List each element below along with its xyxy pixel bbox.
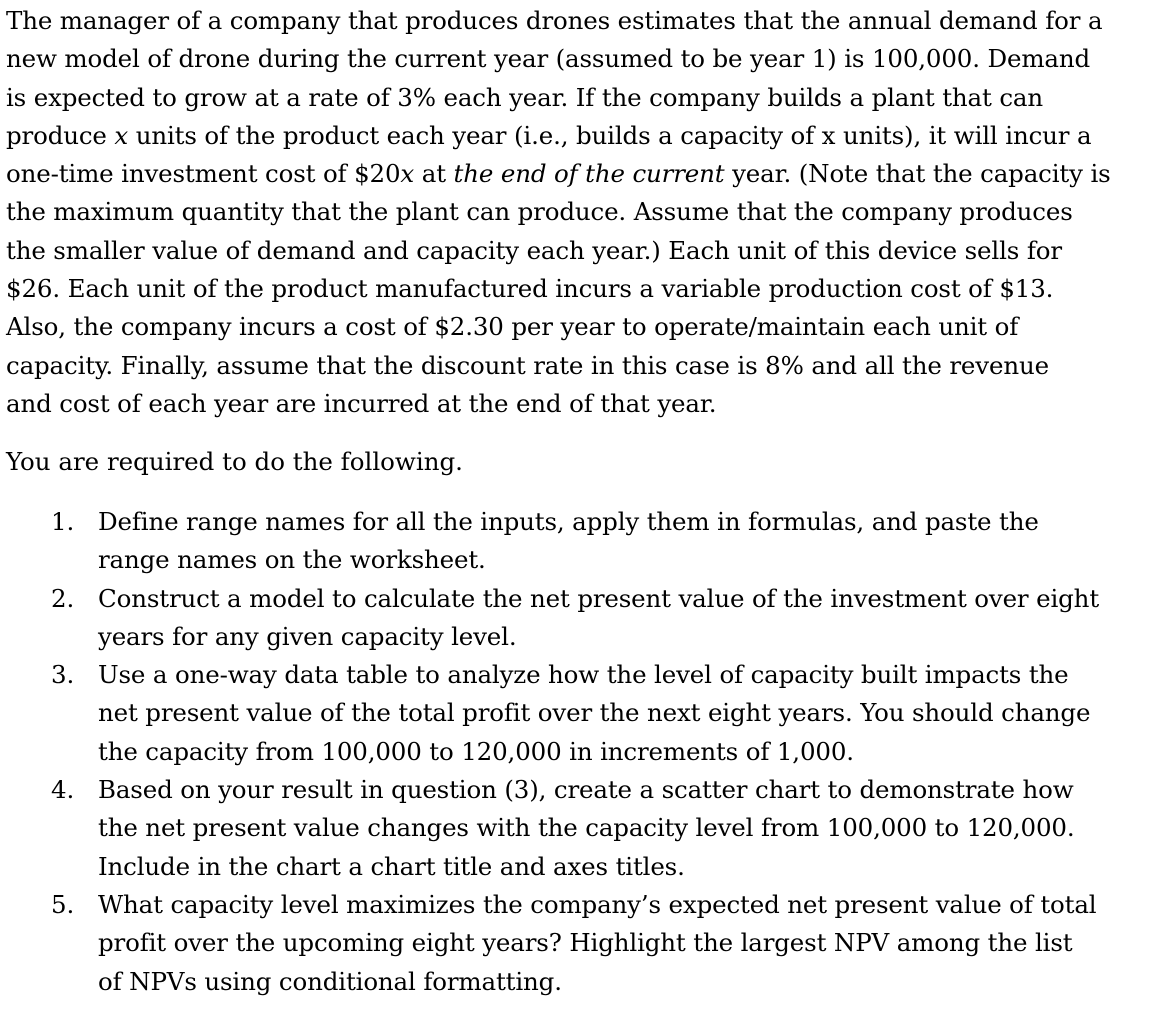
task-line: Construct a model to calculate the net present value of the investment over eight (98, 583, 1100, 613)
text-run: at (414, 159, 454, 189)
task-item-4 (0, 771, 1172, 886)
text-run: year. (Note that the capacity is (724, 159, 1111, 189)
task-line: range names on the worksheet. (98, 545, 486, 575)
task-item-2 (0, 580, 1172, 657)
intro-line: capacity. Finally, assume that the discount rate in this case is 8% and all the revenue (6, 350, 1049, 380)
intro-line: the smaller value of demand and capacity each year.) Each unit of this device sells for (6, 235, 1062, 265)
task-line: What capacity level maximizes the company’s expected net present value of total (98, 889, 1097, 919)
intro-line: $26. Each unit of the product manufactured incurs a variable production cost of $13. (6, 274, 1054, 304)
task-line: the net present value changes with the capacity level from 100,000 to 120,000. (98, 813, 1075, 843)
intro-line (6, 155, 1166, 193)
task-line: Based on your result in question (3), create a scatter chart to demonstrate how (98, 775, 1074, 805)
task-line: Use a one-way data table to analyze how the level of capacity built impacts the (98, 660, 1069, 690)
intro-line: Also, the company incurs a cost of $2.30 per year to operate/maintain each unit of (6, 312, 1019, 342)
intro-line: and cost of each year are incurred at the end of that year. (6, 388, 717, 418)
task-line: years for any given capacity level. (98, 621, 517, 651)
intro-line: is expected to grow at a rate of 3% each year. If the company builds a plant that can (6, 82, 1043, 112)
task-item-5 (0, 886, 1172, 1001)
emphasis-text: the end of the current (453, 159, 725, 189)
intro-line: The manager of a company that produces drones estimates that the annual demand for a (6, 6, 1103, 35)
task-item-3 (0, 656, 1172, 771)
intro-line: the maximum quantity that the plant can produce. Assume that the company produces (6, 197, 1073, 227)
task-number: 5. (51, 889, 75, 919)
text-run: produce (6, 120, 115, 150)
intro-line: new model of drone during the current year (assumed to be year 1) is 100,000. Demand (6, 44, 1091, 74)
problem-statement (6, 2, 1166, 423)
task-line: the capacity from 100,000 to 120,000 in increments of 1,000. (98, 736, 854, 766)
task-line: Include in the chart a chart title and axes titles. (98, 851, 685, 881)
task-number: 2. (51, 583, 75, 613)
task-number: 1. (51, 507, 75, 536)
math-variable: x (114, 120, 129, 150)
task-line: of NPVs using conditional formatting. (98, 966, 562, 996)
task-number: 3. (51, 660, 75, 690)
task-line: Define range names for all the inputs, apply them in formulas, and paste the (98, 507, 1039, 536)
task-lead: You are required to do the following. (6, 447, 463, 476)
task-number: 4. (51, 775, 75, 805)
text-run: one-time investment cost of $20 (6, 159, 401, 189)
task-line: net present value of the total profit over the next eight years. You should change (98, 698, 1091, 728)
math-variable: x (400, 159, 415, 189)
task-item-1 (0, 503, 1172, 580)
intro-line (6, 117, 1166, 155)
task-list (0, 503, 1172, 1001)
task-line: profit over the upcoming eight years? Highlight the largest NPV among the list (98, 928, 1073, 958)
text-run: units of the product each year (i.e., builds a capacity of x units), it will incur a (128, 120, 1092, 150)
